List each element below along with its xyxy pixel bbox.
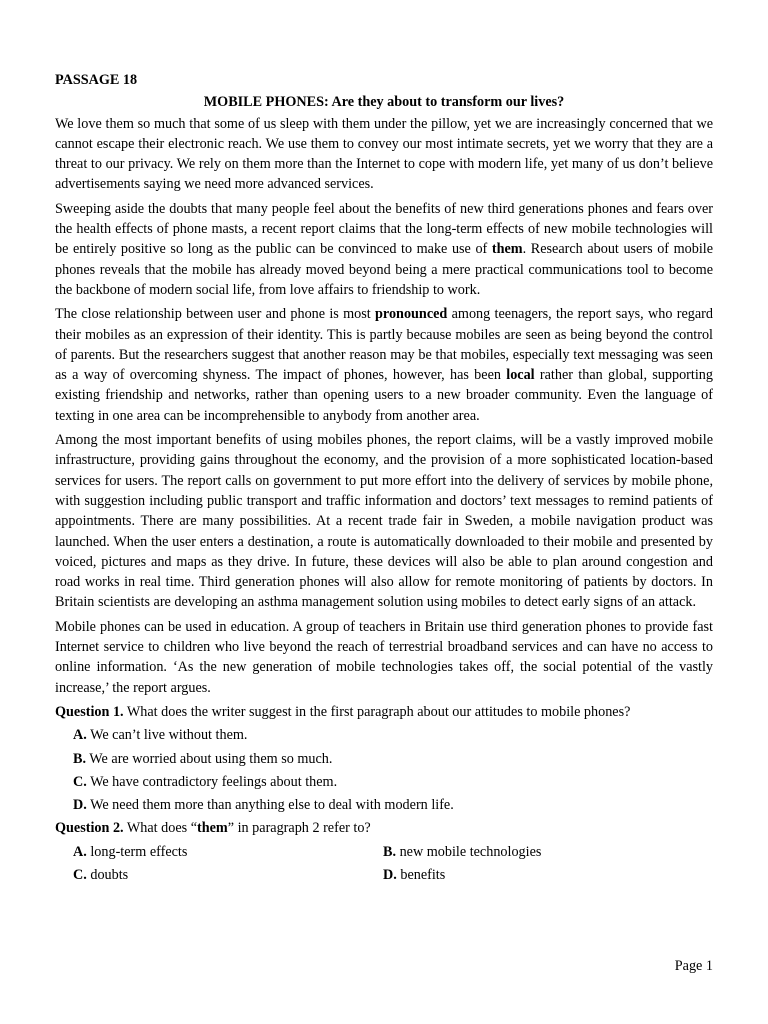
passage-body: [55, 114, 713, 698]
bold-word: local: [506, 367, 535, 384]
paragraph-text: . Research about users of mobile phones reveals that the mobile has already moved beyond being a mere practical communications tool to become the backbone of modern social life, from love affairs to friendship to work.: [55, 241, 714, 298]
question-2-text-after: ” in paragraph 2 refer to?: [227, 820, 371, 837]
page-number: Page 1: [674, 958, 713, 974]
passage-paragraph: [55, 617, 713, 698]
question-2-text-bold: them: [197, 820, 228, 837]
question-2-option-a[interactable]: [73, 842, 383, 862]
question-1-option-d[interactable]: [73, 795, 713, 815]
paragraph-text: Sweeping aside the doubts that many people feel about the benefits of new third generations phones and fears over the health effects of phone masts, a recent report claims that the long-term effects of new mobile technologies will be entirely positive so long as the public can be convinced to make use of: [55, 200, 713, 258]
question-2-option-b[interactable]: [383, 842, 683, 862]
option-text: long-term effects: [86, 843, 188, 860]
passage-paragraph: [55, 114, 713, 195]
bold-word: them: [491, 241, 523, 258]
question-2: [55, 818, 713, 838]
question-1: [55, 702, 713, 722]
passage-paragraph: [55, 199, 713, 300]
option-text: We need them more than anything else to deal with modern life.: [86, 797, 454, 814]
option-text: doubts: [86, 866, 129, 883]
bold-word: pronounced: [375, 306, 448, 323]
option-text: benefits: [396, 866, 446, 883]
question-2-label: Question 2.: [55, 820, 124, 837]
paragraph-text: among teenagers, the report says, who regard their mobiles as an expression of their identity. This is partly because mobiles are seen as being beyond the control of parents. But the researchers suggest that another reason may be that mobiles, especially text messaging was seen as a way of overcoming shyness. The impact of phones, however, has been: [55, 306, 714, 384]
question-1-option-b[interactable]: [73, 749, 713, 769]
paragraph-text: rather than global, supporting existing friendship and networks, rather than opening users to a new broader community. Even the language of texting in one area can be incomprehensible to anybody from another area.: [55, 367, 713, 424]
option-letter: D.: [383, 866, 397, 883]
paragraph-text: We love them so much that some of us sleep with them under the pillow, yet we are increasingly concerned that we cannot escape their electronic reach. We use them to convey our most intimate secrets, yet we worry that they are a threat to our privacy. We rely on them more than the Internet to cope with modern life, yet many of us don’t believe advertisements saying we need more advanced services.: [55, 115, 713, 193]
question-1-option-c[interactable]: [73, 772, 713, 792]
option-text: We can’t live without them.: [86, 727, 248, 744]
question-1-option-a[interactable]: [73, 725, 713, 745]
passage-title: MOBILE PHONES: Are they about to transform our lives?: [203, 94, 565, 111]
option-text: We have contradictory feelings about them.: [86, 773, 338, 790]
passage-label: PASSAGE 18: [55, 72, 138, 88]
option-letter: C.: [73, 773, 87, 790]
option-letter: A.: [73, 843, 87, 860]
option-letter: C.: [73, 866, 87, 883]
passage-paragraph: [55, 304, 713, 426]
question-1-text: What does the writer suggest in the first paragraph about our attitudes to mobile phones?: [123, 703, 631, 720]
question-2-options: [73, 842, 713, 886]
question-2-option-d[interactable]: [383, 865, 683, 885]
option-letter: B.: [73, 750, 87, 767]
question-2-text-before: What does “: [123, 820, 198, 837]
page-content: [55, 70, 713, 885]
option-letter: D.: [73, 797, 87, 814]
paragraph-text: Among the most important benefits of using mobiles phones, the report claims, will be a vastly improved mobile infrastructure, providing gains throughout the economy, and the provision of a more sophisticated location-based services for users. The report calls on government to put more effort into the delivery of services by mobile phone, with suggestion including public transport and traffic information and doctors’ text messages to remind patients of appointments. There are many possibilities. At a recent trade fair in Sweden, a mobile navigation product was launched. When the user enters a destination, a route is automatically downloaded to their mobile and presented by voiced, pictures and maps as they drive. In future, these devices will also be able to plan around congestion and road works in real time. Third generation phones will also allow for remote monitoring of patients by doctors. In Britain scientists are developing an asthma management solution using mobiles to detect early signs of an attack.: [55, 432, 713, 611]
option-text: We are worried about using them so much.: [86, 750, 333, 767]
paragraph-text: The close relationship between user and phone is most: [55, 306, 376, 323]
option-letter: A.: [73, 727, 87, 744]
question-2-option-c[interactable]: [73, 865, 383, 885]
passage-paragraph: [55, 430, 713, 613]
option-text: new mobile technologies: [396, 843, 542, 860]
option-letter: B.: [383, 843, 397, 860]
paragraph-text: Mobile phones can be used in education. A group of teachers in Britain use third generation phones to provide fast Internet service to children who live beyond the reach of terrestrial broadband services and can have no access to online information. ‘As the new generation of mobile technologies takes off, the social potential of the vastly increase,’ the report argues.: [55, 618, 713, 696]
question-1-label: Question 1.: [55, 703, 124, 720]
